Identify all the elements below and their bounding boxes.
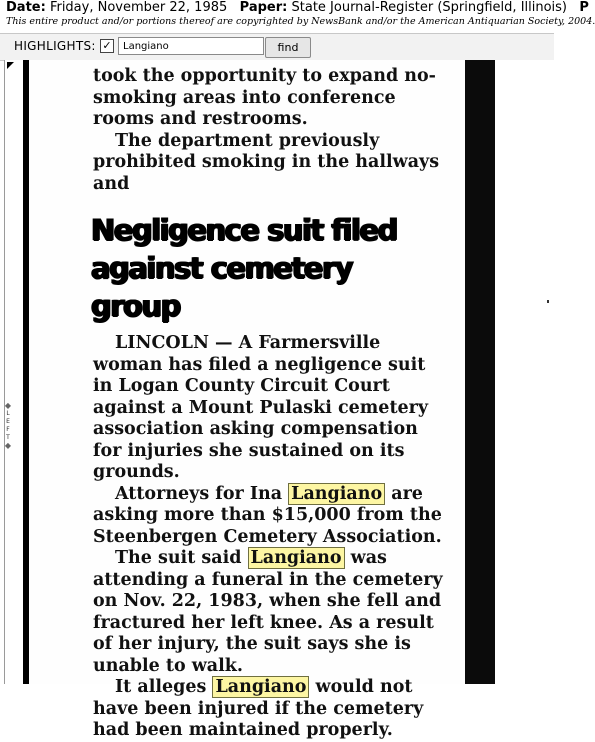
search-highlight: Langiano [212,676,309,698]
clipping-left-edge [23,60,29,684]
text-run: was attending a funeral in the cemetery on Nov. 22, 1983, when she fell and fractured her left knee. As a result of her injury, the suit says she is unable to walk. [93,548,443,676]
text-run: Attorneys for Ina [115,483,283,504]
paper-value: State Journal-Register (Springfield, Illinois) [291,0,568,15]
corner-resize-icon[interactable] [7,62,14,69]
paper-extra: P [579,0,589,15]
side-tab-letter: F [6,426,10,433]
paper-label: Paper: [239,0,288,15]
article-text [93,66,445,742]
date-label: Date: [6,0,46,15]
text-run: It alleges [115,677,207,697]
side-tab-letter: E [6,418,10,425]
left-panel-tab[interactable] [3,402,13,450]
highlight-search-input[interactable] [118,37,264,55]
copyright-notice: This entire product and/or portions thereof are copyrighted by NewsBank and/or the American Antiquarian Society, 2004. [6,16,595,27]
article-paragraph: LINCOLN — A Farmersville woman has filed a negligence suit in Logan County Circuit Court against a Mount Pulaski cemetery association asking compensation for injuries she sustained on its grounds. [93,333,429,482]
highlight-toolbar [0,33,554,61]
arrow-left-icon: ◆ [4,401,12,410]
article-paragraph [93,484,445,549]
scan-speck [547,300,549,303]
header [0,0,595,33]
search-highlight: Langiano [288,483,385,505]
find-button[interactable]: find [265,37,311,58]
article-paragraph: The department previously prohibited smoking in the hallways and [93,130,440,194]
text-run: are asking more than $15,000 from the Steenbergen Cemetery Association. [93,483,442,547]
document-viewer[interactable] [4,60,555,740]
clipping-right-edge [465,60,495,684]
citation-line [6,0,589,15]
article-paragraph [93,548,445,677]
highlights-label: HIGHLIGHTS: [14,39,96,53]
date-value: Friday, November 22, 1985 [49,0,228,15]
article-paragraph: took the opportunity to expand no-smoking areas into conference rooms and restrooms. [93,66,436,129]
article-headline: Negligence suit filed against cemetery group [91,213,397,323]
side-tab-letter: T [6,434,10,441]
highlights-checkbox[interactable]: ✓ [100,39,114,53]
text-run: The suit said [115,548,242,568]
article-paragraph [93,677,445,742]
side-tab-letter: L [6,410,10,417]
arrow-left-icon: ◆ [4,441,12,450]
search-highlight: Langiano [248,547,345,569]
text-run: would not have been injured if the cemetery had been maintained properly. [93,677,424,740]
